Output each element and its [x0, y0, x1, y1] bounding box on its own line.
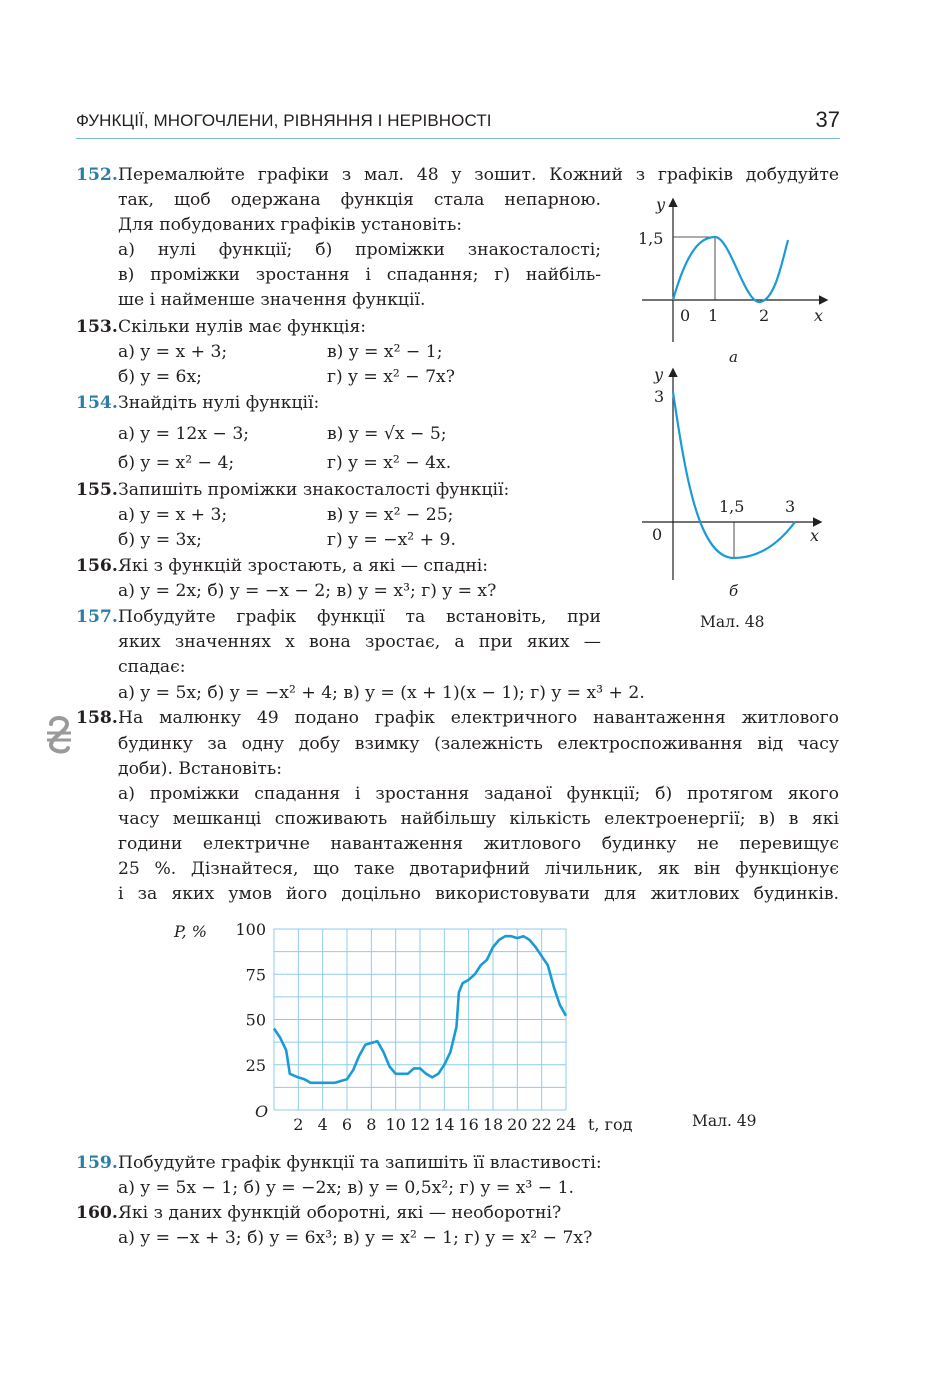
problem-154-item-v: в) y = √x − 5;: [327, 424, 447, 444]
chart-ylabel: P, %: [174, 922, 207, 941]
problem-153-text: Скільки нулів має функція:: [118, 317, 367, 337]
hryvnia-margin-icon: [44, 712, 74, 758]
problem-160-number: 160.: [76, 1203, 118, 1223]
figure-48a: [630, 192, 840, 372]
problem-158-line-6: години електричне навантаження житлового будинку не перевищує: [118, 834, 839, 854]
fig48b-xlabel: x: [810, 526, 820, 545]
problem-157-items: а) y = 5x; б) y = −x² + 4; в) y = (x + 1)(x − 1); г) y = x³ + 2.: [118, 683, 645, 703]
fig48b-ylabel: y: [654, 365, 664, 384]
fig48a-xtick-2: 2: [759, 306, 770, 325]
x-tick-label: 8: [366, 1115, 377, 1134]
x-tick-label: 16: [458, 1115, 479, 1134]
figure-49-chart: [160, 915, 660, 1145]
x-tick-label: 24: [555, 1115, 577, 1134]
problem-154-item-b: б) y = x² − 4;: [118, 453, 235, 473]
fig48a-ylabel: y: [656, 195, 666, 214]
problem-153-item-b: б) y = 6x;: [118, 367, 202, 387]
problem-154-item-a: а) y = 12x − 3;: [118, 424, 250, 444]
problem-152-line-4: а) нулі функції; б) проміжки знакосталості;: [118, 240, 601, 260]
problem-156-number: 156.: [76, 556, 118, 576]
x-tick-label: 4: [317, 1115, 328, 1134]
fig48b-origin: 0: [652, 525, 663, 544]
problem-155-number: 155.: [76, 480, 118, 500]
fig48a-xlabel: x: [814, 306, 824, 325]
problem-158-line-4: а) проміжки спадання і зростання заданої функції; б) протягом якого: [118, 784, 839, 804]
problem-153-item-g: г) y = x² − 7x?: [327, 367, 455, 387]
problem-159-text: Побудуйте графік функції та запишіть її властивості:: [118, 1153, 602, 1173]
problem-152-line-6: ше і найменше значення функції.: [118, 290, 426, 310]
problem-155-item-v: в) y = x² − 25;: [327, 505, 454, 525]
fig48a-xtick-1: 1: [708, 306, 719, 325]
problem-155-item-g: г) y = −x² + 9.: [327, 530, 456, 550]
problem-153-item-v: в) y = x² − 1;: [327, 342, 443, 362]
problem-158-line-7: 25 %. Дізнайтеся, що таке двотарифний лічильник, як він функціонує: [118, 859, 839, 879]
x-tick-label: 6: [341, 1115, 353, 1134]
problem-153-number: 153.: [76, 317, 118, 337]
x-tick-label: 22: [531, 1115, 552, 1134]
x-tick-label: 20: [507, 1115, 528, 1134]
problem-158-line-2: будинку за одну добу взимку (залежність електроспоживання від часу: [118, 734, 839, 754]
fig48a-ytick: 1,5: [638, 229, 664, 248]
y-tick-label: 25: [245, 1055, 266, 1075]
problem-158-line-5: часу мешканці споживають найбільшу кількість електроенергії; в) в які: [118, 809, 839, 829]
x-tick-label: 12: [409, 1115, 431, 1134]
problem-160-text: Які з даних функцій оборотні, які — необоротні?: [118, 1203, 562, 1223]
problem-152-line-1: Перемалюйте графіки з мал. 48 у зошит. Кожний з графіків добудуйте: [118, 165, 839, 185]
y-tick-label: 50: [245, 1010, 266, 1030]
problem-157-line-1: Побудуйте графік функції та встановіть, при: [118, 607, 601, 627]
problem-156-items: а) y = 2x; б) y = −x − 2; в) y = x³; г) y = x?: [118, 581, 497, 601]
problem-158-number: 158.: [76, 708, 118, 728]
fig48b-xtick-0: 1,5: [719, 497, 745, 516]
problem-158-line-1: На малюнку 49 подано графік електричного навантаження житлового: [118, 708, 839, 728]
fig48b-sublabel: б: [729, 582, 739, 600]
problem-157-number: 157.: [76, 607, 118, 627]
problem-152-line-3: Для побудованих графіків установіть:: [118, 215, 463, 235]
problem-159-items: а) y = 5x − 1; б) y = −2x; в) y = 0,5x²; г) y = x³ − 1.: [118, 1178, 575, 1198]
problem-157-line-2: яких значеннях x вона зростає, а при яких —: [118, 632, 601, 652]
fig48a-sublabel: а: [729, 348, 738, 366]
problem-160-items: а) y = −x + 3; б) y = 6x³; в) y = x² − 1; г) y = x² − 7x?: [118, 1228, 593, 1248]
header-rule: [76, 138, 840, 139]
problem-152-line-2: так, щоб одержана функція стала непарною.: [118, 190, 601, 210]
problem-152-line-5: в) проміжки зростання і спадання; г) найбіль-: [118, 265, 601, 285]
problem-157-line-3: спадає:: [118, 657, 186, 677]
x-tick-label: 14: [434, 1115, 455, 1134]
problem-153-item-a: а) y = x + 3;: [118, 342, 228, 362]
y-tick-label: 75: [245, 965, 266, 985]
fig48b-ytick: 3: [654, 387, 665, 406]
chart-origin-label: O: [255, 1102, 269, 1121]
figure-48b: [630, 362, 840, 602]
fig48a-xtick-0: 0: [680, 306, 691, 325]
problem-159-number: 159.: [76, 1153, 118, 1173]
problem-158-line-8: і за яких умов його доцільно використовувати для житлових будинків.: [118, 884, 839, 904]
x-tick-label: 10: [385, 1115, 406, 1134]
problem-155-item-b: б) y = 3x;: [118, 530, 202, 550]
running-header: ФУНКЦІЇ, МНОГОЧЛЕНИ, РІВНЯННЯ І НЕРІВНОСТІ: [76, 111, 492, 130]
problem-154-number: 154.: [76, 393, 118, 413]
problem-158-line-3: доби). Встановіть:: [118, 759, 283, 779]
problem-152-number: 152.: [76, 165, 118, 185]
fig48b-xtick-1: 3: [785, 497, 796, 516]
problem-154-item-g: г) y = x² − 4x.: [327, 453, 452, 473]
page-number: 37: [815, 107, 840, 132]
figure-48-caption: Мал. 48: [700, 613, 765, 631]
x-tick-label: 18: [482, 1115, 504, 1134]
problem-156-text: Які з функцій зростають, а які — спадні:: [118, 556, 489, 576]
figure-49-caption: Мал. 49: [692, 1112, 757, 1130]
problem-155-text: Запишіть проміжки знакосталості функції:: [118, 480, 510, 500]
chart-xlabel: t, год: [588, 1115, 633, 1134]
y-tick-label: 100: [235, 920, 266, 939]
fig48a-curve: [673, 237, 788, 302]
problem-155-item-a: а) y = x + 3;: [118, 505, 228, 525]
x-tick-label: 2: [293, 1115, 304, 1134]
problem-154-text: Знайдіть нулі функції:: [118, 393, 320, 413]
